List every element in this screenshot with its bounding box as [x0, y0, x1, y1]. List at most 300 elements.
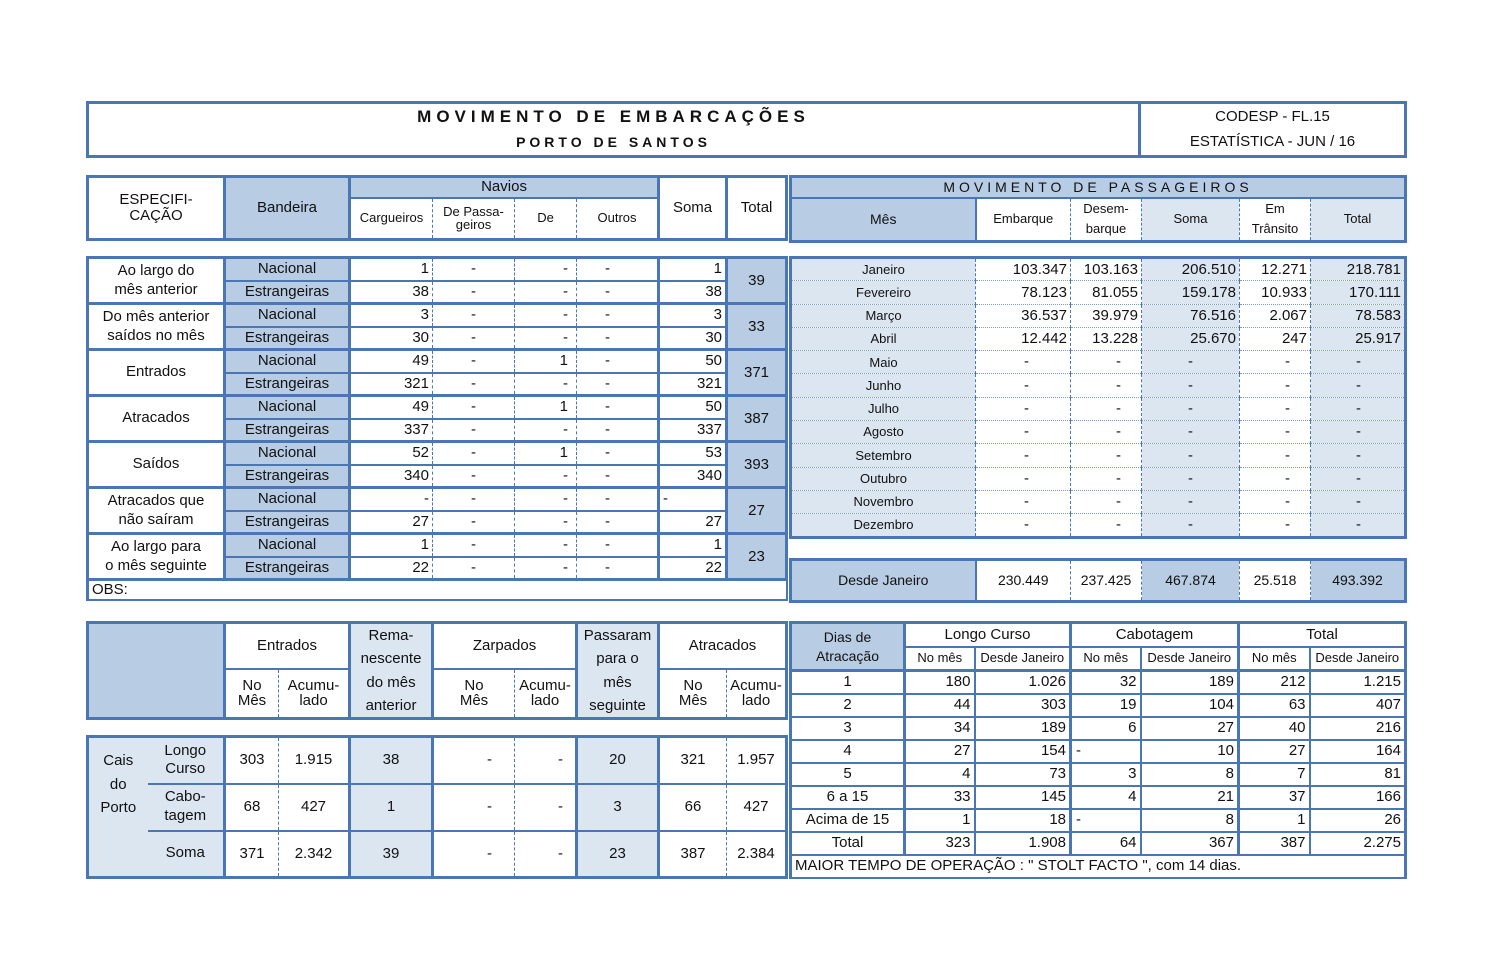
passenger-total: 78.583	[1311, 304, 1406, 327]
vessel-passageiros: -	[433, 511, 515, 534]
vessel-cargueiros: 340	[350, 465, 433, 488]
vessel-bandeira: Nacional	[225, 258, 350, 281]
passenger-desembarque: -	[1071, 467, 1142, 490]
berthing-tot-desde: 26	[1310, 809, 1406, 832]
berth-rem: 39	[350, 831, 433, 878]
berth-atr-acum: 1.957	[727, 737, 787, 784]
berthing-cab-mes: -	[1071, 809, 1141, 832]
passenger-month: Junho	[791, 374, 976, 397]
passenger-embarque: -	[976, 374, 1071, 397]
col-zarpados: Zarpados	[433, 623, 577, 669]
berthing-lc-mes: 1	[905, 809, 975, 832]
vessel-passageiros: -	[433, 442, 515, 465]
berthing-note-row	[791, 855, 1406, 878]
berthing-cab-mes: 19	[1071, 694, 1141, 717]
vessel-group-label	[88, 534, 225, 580]
passenger-total: 218.781	[1311, 258, 1406, 281]
vessel-group-label	[88, 304, 225, 350]
passenger-row	[791, 281, 1406, 304]
vessel-passageiros: -	[433, 488, 515, 511]
col-desembarque-label: Desem- barque	[1083, 200, 1129, 237]
passenger-row	[791, 467, 1406, 490]
passenger-soma: 76.516	[1142, 304, 1240, 327]
passenger-embarque: -	[976, 444, 1071, 467]
berthing-tot-desde: 164	[1310, 740, 1406, 763]
passenger-row	[791, 351, 1406, 374]
vessel-soma: -	[659, 488, 727, 511]
berthing-cab-desde: 10	[1141, 740, 1239, 763]
berth-header-blank	[88, 623, 225, 719]
passenger-desembarque: -	[1071, 397, 1142, 420]
vessel-outros: -	[577, 327, 659, 350]
passenger-desembarque: 81.055	[1071, 281, 1142, 304]
vessel-row	[88, 488, 787, 511]
vessel-group-label	[88, 488, 225, 534]
vessel-bandeira: Estrangeiras	[225, 465, 350, 488]
vessel-bandeira: Nacional	[225, 488, 350, 511]
berth-group-label	[88, 737, 148, 831]
sheet-id: CODESP - FL.15	[1140, 103, 1406, 130]
berthing-note: MAIOR TEMPO DE OPERAÇÃO : " STOLT FACTO ", com 14 dias.	[791, 855, 1406, 878]
berth-rem: 38	[350, 737, 433, 784]
passenger-desembarque: 13.228	[1071, 327, 1142, 350]
vessel-outros: -	[577, 534, 659, 557]
vessel-group-total: 27	[727, 488, 787, 534]
passenger-embarque: -	[976, 490, 1071, 513]
berth-zarp-mes: -	[433, 784, 515, 831]
berthing-lc-desde: 1.026	[975, 671, 1071, 694]
berthing-cab-mes: 3	[1071, 763, 1141, 786]
berthing-days: Total	[791, 832, 905, 855]
passenger-embarque: 78.123	[976, 281, 1071, 304]
berthing-lc-desde: 73	[975, 763, 1071, 786]
passenger-soma: -	[1142, 374, 1240, 397]
ytd-soma: 467.874	[1142, 560, 1240, 602]
col-transito	[1240, 198, 1311, 242]
vessel-cargueiros: 22	[350, 557, 433, 580]
passenger-desembarque: 103.163	[1071, 258, 1142, 281]
passengers-table	[789, 256, 1407, 539]
col-total-atracacao: Total	[1239, 623, 1406, 647]
berth-zarp-mes: -	[433, 737, 515, 784]
passenger-row	[791, 397, 1406, 420]
vessel-soma: 22	[659, 557, 727, 580]
col-dias	[791, 623, 905, 671]
berthing-row	[791, 786, 1406, 809]
passenger-soma: -	[1142, 490, 1240, 513]
passenger-embarque: -	[976, 467, 1071, 490]
vessel-de: -	[515, 534, 577, 557]
sub-atr-mes-label: No Mês	[678, 676, 708, 710]
passenger-embarque: 103.347	[976, 258, 1071, 281]
passenger-row	[791, 421, 1406, 444]
passenger-total: -	[1311, 374, 1406, 397]
sub-zarp-acum	[515, 669, 577, 719]
berth-row-label	[148, 784, 225, 831]
vessel-group-label	[88, 396, 225, 442]
page-subtitle: PORTO DE SANTOS	[88, 130, 1140, 157]
passenger-soma: -	[1142, 421, 1240, 444]
berthing-tot-mes: 63	[1239, 694, 1310, 717]
berthing-days: 1	[791, 671, 905, 694]
vessel-row	[88, 304, 787, 327]
vessel-passageiros: -	[433, 534, 515, 557]
col-navios: Navios	[350, 177, 659, 198]
berth-atr-mes: 387	[659, 831, 727, 878]
berth-table	[86, 735, 788, 879]
ytd-transito: 25.518	[1240, 560, 1311, 602]
ytd-embarque: 230.449	[976, 560, 1071, 602]
vessel-outros: -	[577, 511, 659, 534]
vessel-group-text: Do mês anterior saídos no mês	[102, 307, 210, 344]
berth-row	[88, 737, 787, 784]
passengers-header	[789, 175, 1407, 243]
ytd-desembarque: 237.425	[1071, 560, 1142, 602]
vessel-outros: -	[577, 419, 659, 442]
vessel-cargueiros: 27	[350, 511, 433, 534]
vessel-outros: -	[577, 557, 659, 580]
berth-header	[86, 621, 788, 720]
passenger-soma: 206.510	[1142, 258, 1240, 281]
berthing-cab-desde: 104	[1141, 694, 1239, 717]
berthing-lc-desde: 145	[975, 786, 1071, 809]
berth-atr-mes: 321	[659, 737, 727, 784]
berthing-row	[791, 717, 1406, 740]
berth-row-text: Cabo- tagem	[164, 788, 207, 824]
passenger-row	[791, 490, 1406, 513]
vessel-soma: 1	[659, 258, 727, 281]
vessel-outros: -	[577, 304, 659, 327]
berthing-cab-mes: 32	[1071, 671, 1141, 694]
berthing-cab-desde: 8	[1141, 763, 1239, 786]
berth-passaram: 3	[577, 784, 659, 831]
berthing-lc-mes: 323	[905, 832, 975, 855]
vessel-cargueiros: 1	[350, 258, 433, 281]
passenger-month: Julho	[791, 397, 976, 420]
passenger-transito: -	[1240, 490, 1311, 513]
passenger-soma: 25.670	[1142, 327, 1240, 350]
berthing-tot-mes: 7	[1239, 763, 1310, 786]
col-passaram-label: Passaram para o mês seguinte	[583, 627, 652, 714]
vessel-cargueiros: 1	[350, 534, 433, 557]
vessel-group-text: Saídos	[132, 455, 180, 473]
vessel-cargueiros: -	[350, 488, 433, 511]
vessel-bandeira: Nacional	[225, 304, 350, 327]
vessel-outros: -	[577, 488, 659, 511]
vessel-de: -	[515, 304, 577, 327]
berthing-tot-mes: 212	[1239, 671, 1310, 694]
berth-zarp-acum: -	[515, 737, 577, 784]
vessel-group-total: 371	[727, 350, 787, 396]
berthing-lc-desde: 1.908	[975, 832, 1071, 855]
vessel-de: -	[515, 419, 577, 442]
passenger-month: Novembro	[791, 490, 976, 513]
passenger-month: Fevereiro	[791, 281, 976, 304]
vessel-passageiros: -	[433, 557, 515, 580]
berth-zarp-mes: -	[433, 831, 515, 878]
passenger-embarque: -	[976, 514, 1071, 537]
period-label: ESTATÍSTICA - JUN / 16	[1140, 130, 1406, 157]
col-remanescente-label: Rema- nescente do mês anterior	[360, 627, 422, 714]
passenger-soma: -	[1142, 397, 1240, 420]
vessel-bandeira: Estrangeiras	[225, 511, 350, 534]
berth-row-text: Longo Curso	[164, 741, 207, 778]
col-mes: Mês	[791, 198, 976, 242]
berthing-lc-mes: 27	[905, 740, 975, 763]
berthing-tot-mes: 37	[1239, 786, 1310, 809]
passenger-transito: 12.271	[1240, 258, 1311, 281]
berthing-lc-mes: 44	[905, 694, 975, 717]
vessel-passageiros: -	[433, 419, 515, 442]
berthing-lc-desde: 303	[975, 694, 1071, 717]
sub-tot-mes: No mês	[1239, 647, 1310, 671]
vessel-passageiros: -	[433, 304, 515, 327]
sub-cab-mes: No mês	[1071, 647, 1141, 671]
vessel-de: -	[515, 281, 577, 304]
vessel-outros: -	[577, 465, 659, 488]
passenger-transito: -	[1240, 467, 1311, 490]
berth-zarp-acum: -	[515, 831, 577, 878]
col-passageiros-label: De Passa- geiros	[443, 203, 504, 233]
passenger-month: Outubro	[791, 467, 976, 490]
berthing-tot-desde: 407	[1310, 694, 1406, 717]
vessel-cargueiros: 337	[350, 419, 433, 442]
passenger-month: Março	[791, 304, 976, 327]
passenger-desembarque: -	[1071, 421, 1142, 444]
vessels-table	[86, 256, 788, 601]
passenger-transito: -	[1240, 351, 1311, 374]
col-bandeira: Bandeira	[225, 177, 350, 240]
vessel-row	[88, 396, 787, 419]
col-total-passageiros: Total	[1311, 198, 1406, 242]
sub-atr-acum	[727, 669, 787, 719]
passenger-total: -	[1311, 444, 1406, 467]
passengers-ytd	[789, 558, 1407, 603]
col-transito-label: Em Trânsito	[1251, 200, 1299, 237]
berth-row-label	[148, 737, 225, 784]
obs-row	[88, 580, 787, 600]
berthing-tot-desde: 2.275	[1310, 832, 1406, 855]
sub-atr-mes	[659, 669, 727, 719]
vessel-group-text: Atracados	[122, 409, 190, 427]
col-entrados: Entrados	[225, 623, 350, 669]
berthing-tot-desde: 1.215	[1310, 671, 1406, 694]
vessel-soma: 38	[659, 281, 727, 304]
passenger-soma: -	[1142, 467, 1240, 490]
berthing-lc-desde: 154	[975, 740, 1071, 763]
col-de: De	[515, 198, 577, 240]
berthing-days-table	[789, 621, 1407, 879]
passenger-soma: 159.178	[1142, 281, 1240, 304]
berthing-total-row	[791, 832, 1406, 855]
berthing-cab-desde: 189	[1141, 671, 1239, 694]
vessel-de: -	[515, 373, 577, 396]
berth-group-blank	[88, 831, 148, 878]
sub-ent-acum-label: Acumu- lado	[287, 676, 340, 710]
passenger-transito: 247	[1240, 327, 1311, 350]
vessel-de: -	[515, 465, 577, 488]
berthing-tot-mes: 1	[1239, 809, 1310, 832]
passenger-total: -	[1311, 421, 1406, 444]
berth-passaram: 20	[577, 737, 659, 784]
sub-zarp-mes-label: No Mês	[459, 676, 489, 710]
berthing-row	[791, 694, 1406, 717]
vessel-group-total: 23	[727, 534, 787, 580]
vessel-outros: -	[577, 396, 659, 419]
passenger-total: -	[1311, 490, 1406, 513]
vessel-de: -	[515, 488, 577, 511]
vessel-group-text: Atracados que não saíram	[107, 491, 205, 528]
vessel-passageiros: -	[433, 350, 515, 373]
berthing-tot-mes: 387	[1239, 832, 1310, 855]
vessel-bandeira: Nacional	[225, 442, 350, 465]
berthing-lc-mes: 33	[905, 786, 975, 809]
berth-ent-mes: 303	[225, 737, 279, 784]
vessel-cargueiros: 38	[350, 281, 433, 304]
berthing-cab-desde: 21	[1141, 786, 1239, 809]
berthing-cab-mes: 4	[1071, 786, 1141, 809]
vessel-soma: 3	[659, 304, 727, 327]
sub-atr-acum-label: Acumu- lado	[730, 676, 782, 710]
passenger-total: -	[1311, 514, 1406, 537]
passenger-desembarque: 39.979	[1071, 304, 1142, 327]
sub-zarp-acum-label: Acumu- lado	[519, 676, 571, 710]
berthing-lc-mes: 180	[905, 671, 975, 694]
page-title: MOVIMENTO DE EMBARCAÇÕES	[88, 103, 1140, 130]
berthing-days: 2	[791, 694, 905, 717]
passenger-total: -	[1311, 397, 1406, 420]
col-cargueiros: Cargueiros	[350, 198, 433, 240]
obs-label: OBS:	[88, 580, 787, 600]
vessel-passageiros: -	[433, 281, 515, 304]
col-passageiros	[433, 198, 515, 240]
passenger-transito: 10.933	[1240, 281, 1311, 304]
passenger-soma: -	[1142, 514, 1240, 537]
passenger-row	[791, 444, 1406, 467]
ytd-label: Desde Janeiro	[791, 560, 976, 602]
vessel-soma: 340	[659, 465, 727, 488]
berthing-tot-desde: 216	[1310, 717, 1406, 740]
col-cabotagem: Cabotagem	[1071, 623, 1239, 647]
passenger-row	[791, 374, 1406, 397]
vessel-de: 1	[515, 442, 577, 465]
berth-row-text: Soma	[165, 844, 205, 862]
berth-row	[88, 831, 787, 878]
vessel-outros: -	[577, 281, 659, 304]
sub-lc-desde: Desde Janeiro	[975, 647, 1071, 671]
vessel-bandeira: Estrangeiras	[225, 373, 350, 396]
vessel-soma: 50	[659, 396, 727, 419]
berthing-cab-mes: 6	[1071, 717, 1141, 740]
vessel-soma: 50	[659, 350, 727, 373]
berth-row-label	[148, 831, 225, 878]
sub-ent-mes	[225, 669, 279, 719]
vessel-passageiros: -	[433, 373, 515, 396]
berth-row	[88, 784, 787, 831]
sub-tot-desde: Desde Janeiro	[1310, 647, 1406, 671]
vessel-de: -	[515, 258, 577, 281]
vessel-cargueiros: 49	[350, 396, 433, 419]
berthing-days: 4	[791, 740, 905, 763]
berth-ent-acum: 1.915	[279, 737, 350, 784]
passenger-embarque: 36.537	[976, 304, 1071, 327]
berthing-lc-desde: 18	[975, 809, 1071, 832]
passenger-embarque: -	[976, 351, 1071, 374]
vessel-bandeira: Nacional	[225, 350, 350, 373]
passenger-desembarque: -	[1071, 374, 1142, 397]
berthing-row	[791, 740, 1406, 763]
sub-ent-mes-label: No Mês	[237, 676, 267, 710]
col-especificacao	[88, 177, 225, 240]
berthing-lc-mes: 4	[905, 763, 975, 786]
passenger-row	[791, 258, 1406, 281]
passenger-desembarque: -	[1071, 444, 1142, 467]
berth-group-text: Cais do Porto	[100, 752, 137, 816]
berthing-days: Acima de 15	[791, 809, 905, 832]
vessel-cargueiros: 30	[350, 327, 433, 350]
header-table	[86, 101, 1407, 158]
vessel-bandeira: Nacional	[225, 534, 350, 557]
col-embarque: Embarque	[976, 198, 1071, 242]
passenger-desembarque: -	[1071, 514, 1142, 537]
vessel-outros: -	[577, 258, 659, 281]
vessel-group-text: Entrados	[125, 363, 187, 381]
vessel-group-label	[88, 350, 225, 396]
vessel-de: -	[515, 327, 577, 350]
col-dias-label: Dias de Atracação	[815, 628, 880, 664]
vessel-outros: -	[577, 350, 659, 373]
vessel-bandeira: Nacional	[225, 396, 350, 419]
passenger-transito: -	[1240, 374, 1311, 397]
vessel-cargueiros: 3	[350, 304, 433, 327]
vessel-outros: -	[577, 373, 659, 396]
vessel-soma: 27	[659, 511, 727, 534]
vessel-bandeira: Estrangeiras	[225, 557, 350, 580]
vessel-soma: 337	[659, 419, 727, 442]
berth-zarp-acum: -	[515, 784, 577, 831]
sub-ent-acum	[279, 669, 350, 719]
vessel-de: -	[515, 511, 577, 534]
passenger-desembarque: -	[1071, 351, 1142, 374]
vessel-bandeira: Estrangeiras	[225, 327, 350, 350]
vessel-bandeira: Estrangeiras	[225, 281, 350, 304]
col-total: Total	[727, 177, 787, 240]
col-outros: Outros	[577, 198, 659, 240]
berth-ent-mes: 371	[225, 831, 279, 878]
berth-rem: 1	[350, 784, 433, 831]
berthing-tot-desde: 166	[1310, 786, 1406, 809]
berth-ent-acum: 427	[279, 784, 350, 831]
col-especificacao-label: ESPECIFI- CAÇÃO	[119, 191, 193, 224]
col-soma: Soma	[659, 177, 727, 240]
vessel-de: 1	[515, 350, 577, 373]
berthing-lc-mes: 34	[905, 717, 975, 740]
vessel-group-total: 393	[727, 442, 787, 488]
berthing-row	[791, 809, 1406, 832]
col-atracados: Atracados	[659, 623, 787, 669]
passenger-month: Setembro	[791, 444, 976, 467]
vessel-passageiros: -	[433, 396, 515, 419]
vessel-passageiros: -	[433, 465, 515, 488]
passenger-row	[791, 514, 1406, 537]
passenger-embarque: 12.442	[976, 327, 1071, 350]
vessel-passageiros: -	[433, 258, 515, 281]
passenger-desembarque: -	[1071, 490, 1142, 513]
berth-ent-mes: 68	[225, 784, 279, 831]
sub-zarp-mes	[433, 669, 515, 719]
sub-cab-desde: Desde Janeiro	[1141, 647, 1239, 671]
vessel-bandeira: Estrangeiras	[225, 419, 350, 442]
